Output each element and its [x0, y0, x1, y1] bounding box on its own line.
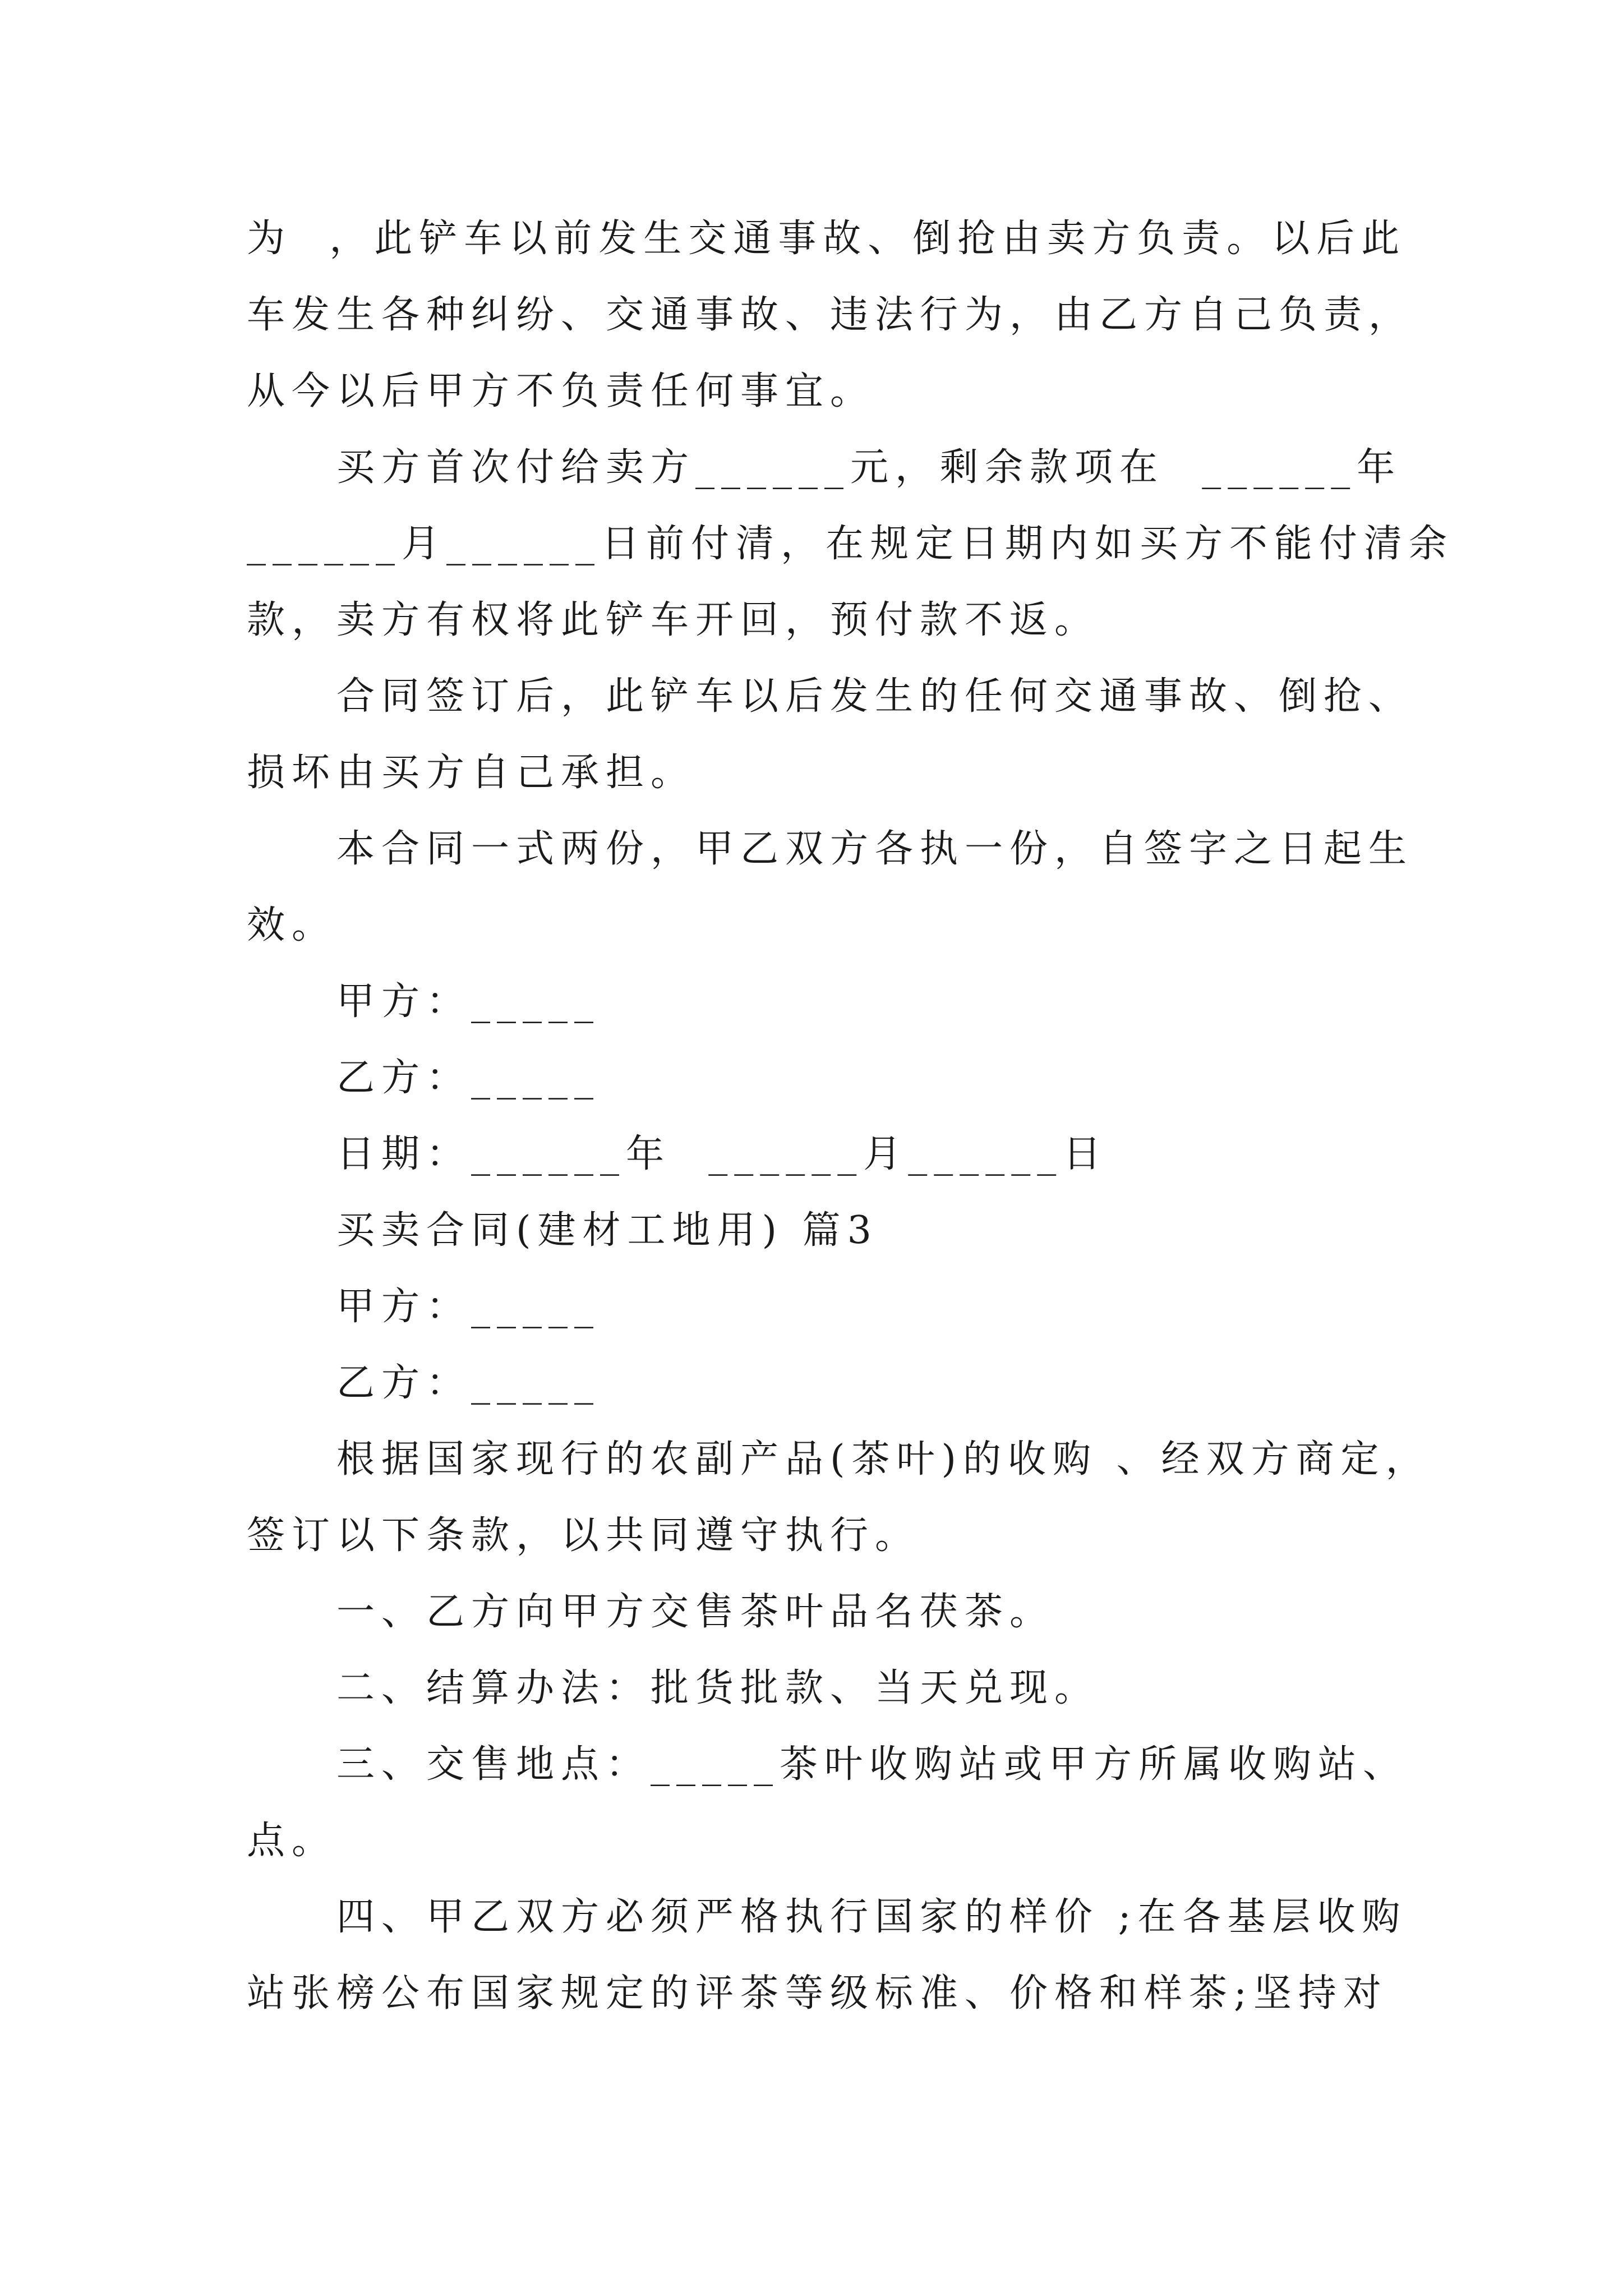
text-line: 站张榜公布国家规定的评茶等级标准、价格和样茶;坚持对 [247, 1971, 1388, 2016]
clause-line: 四、甲乙双方必须严格执行国家的样价 ;在各基层收购 [336, 1895, 1407, 1939]
text-line: 本合同一式两份，甲乙双方各执一份，自签字之日起生 [336, 827, 1414, 871]
date-line: 日期：______年 ______月______日 [336, 1132, 1108, 1176]
signature-line-party-b: 乙方：_____ [336, 1056, 601, 1100]
text-line: ______月______日前付清，在规定日期内如买方不能付清余 [247, 522, 1454, 566]
signature-line-party-a: 甲方：_____ [336, 979, 601, 1024]
text-line: 效。 [247, 903, 337, 947]
text-line: 买方首次付给卖方______元，剩余款项在 ______年 [336, 445, 1402, 490]
clause-line: 二、结算办法：批货批款、当天兑现。 [336, 1666, 1100, 1710]
text-line: 合同签订后，此铲车以后发生的任何交通事故、倒抢、 [336, 674, 1414, 719]
text-line: 点。 [247, 1819, 337, 1863]
text-line: 车发生各种纠纷、交通事故、违法行为，由乙方自己负责， [247, 293, 1414, 337]
section-heading: 买卖合同(建材工地用) 篇3 [336, 1208, 878, 1253]
signature-line-party-b: 乙方：_____ [336, 1361, 601, 1405]
text-line: 损坏由买方自己承担。 [247, 751, 696, 795]
signature-line-party-a: 甲方：_____ [336, 1285, 601, 1329]
text-line: 根据国家现行的农副产品(茶叶)的收购 、经双方商定， [336, 1437, 1431, 1481]
text-line: 签订以下条款，以共同遵守执行。 [247, 1513, 920, 1558]
text-line: 款，卖方有权将此铲车开回，预付款不返。 [247, 598, 1100, 642]
clause-line: 一、乙方向甲方交售茶叶品名茯茶。 [336, 1590, 1055, 1634]
clause-line: 三、交售地点：_____茶叶收购站或甲方所属收购站、 [336, 1742, 1408, 1787]
text-line: 从今以后甲方不负责任何事宜。 [247, 369, 875, 413]
text-line: 为 ，此铲车以前发生交通事故、倒抢由卖方负责。以后此 [247, 217, 1407, 261]
